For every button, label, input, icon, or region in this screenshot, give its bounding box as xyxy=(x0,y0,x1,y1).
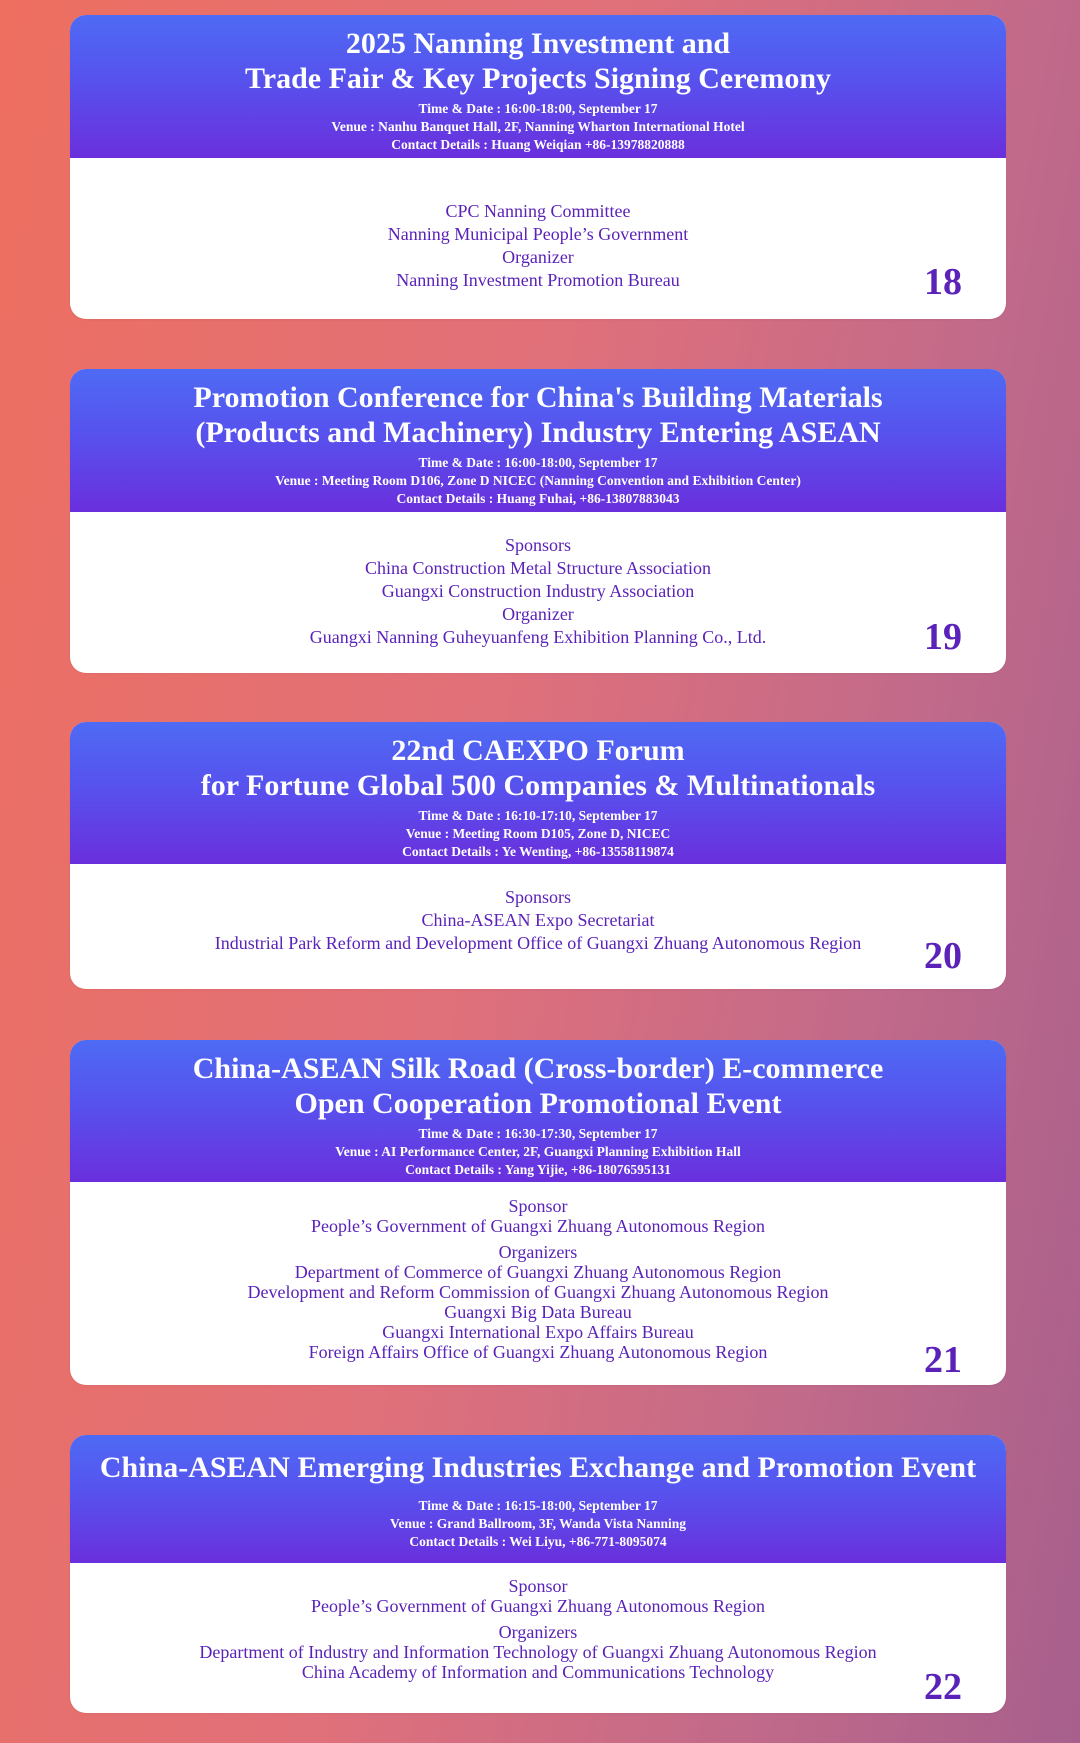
organizer-line: Nanning Investment Promotion Bureau xyxy=(396,270,680,290)
event-header xyxy=(70,1040,1006,1182)
event-contact: Contact Details : Huang Weiqian +86-13978820888 xyxy=(391,137,685,152)
sponsor-line: People’s Government of Guangxi Zhuang Autonomous Region xyxy=(311,1596,765,1616)
event-title: 22nd CAEXPO Forum xyxy=(391,734,685,767)
event-card-21 xyxy=(70,1040,1006,1385)
organizer-line: Nanning Municipal People’s Government xyxy=(387,224,689,244)
event-title: China-ASEAN Emerging Industries Exchange and Promotion Event xyxy=(99,1451,977,1484)
organizer-line: Guangxi Big Data Bureau xyxy=(444,1302,632,1322)
event-organizers xyxy=(70,1196,1006,1362)
event-card-22 xyxy=(70,1435,1006,1713)
event-title: Trade Fair & Key Projects Signing Ceremony xyxy=(244,62,832,95)
organizer-line: CPC Nanning Committee xyxy=(445,201,631,221)
event-number: 18 xyxy=(924,261,962,303)
event-title: 2025 Nanning Investment and xyxy=(345,27,731,60)
event-venue: Venue : Nanhu Banquet Hall, 2F, Nanning Wharton International Hotel xyxy=(331,119,745,134)
sponsor-line: Industrial Park Reform and Development Office of Guangxi Zhuang Autonomous Region xyxy=(214,933,862,953)
event-venue: Venue : AI Performance Center, 2F, Guangxi Planning Exhibition Hall xyxy=(335,1144,741,1159)
event-card-20 xyxy=(70,722,1006,989)
organizer-heading: Organizers xyxy=(498,1242,578,1262)
event-time-date: Time & Date : 16:00-18:00, September 17 xyxy=(418,101,658,116)
event-card-19 xyxy=(70,369,1006,673)
event-time-date: Time & Date : 16:30-17:30, September 17 xyxy=(418,1126,658,1141)
event-venue: Venue : Grand Ballroom, 3F, Wanda Vista Nanning xyxy=(390,1516,686,1531)
event-header xyxy=(70,1435,1006,1563)
event-venue: Venue : Meeting Room D105, Zone D, NICEC xyxy=(405,826,671,841)
sponsor-line: China Construction Metal Structure Association xyxy=(365,558,711,578)
event-time-date: Time & Date : 16:00-18:00, September 17 xyxy=(418,455,658,470)
organizer-line: Foreign Affairs Office of Guangxi Zhuang Autonomous Region xyxy=(308,1342,768,1362)
event-organizers xyxy=(70,886,1006,955)
event-header xyxy=(70,722,1006,864)
event-number: 19 xyxy=(924,616,962,658)
event-number: 22 xyxy=(924,1666,962,1708)
event-card-18 xyxy=(70,15,1006,319)
organizer-line: Development and Reform Commission of Guangxi Zhuang Autonomous Region xyxy=(247,1282,829,1302)
event-contact: Contact Details : Huang Fuhai, +86-13807883043 xyxy=(396,491,680,506)
organizer-line: Guangxi Nanning Guheyuanfeng Exhibition Planning Co., Ltd. xyxy=(309,627,767,647)
event-organizers xyxy=(70,1576,1006,1682)
event-header xyxy=(70,15,1006,158)
event-time-date: Time & Date : 16:15-18:00, September 17 xyxy=(418,1498,658,1513)
sponsor-line: People’s Government of Guangxi Zhuang Autonomous Region xyxy=(311,1216,765,1236)
event-title: (Products and Machinery) Industry Entering ASEAN xyxy=(195,416,881,449)
event-title: for Fortune Global 500 Companies & Multinationals xyxy=(200,769,876,802)
sponsor-heading: Sponsor xyxy=(508,1576,568,1596)
sponsor-heading: Sponsors xyxy=(504,887,571,907)
event-organizers xyxy=(70,200,1006,292)
sponsor-line: China-ASEAN Expo Secretariat xyxy=(421,910,655,930)
organizer-line: China Academy of Information and Communications Technology xyxy=(301,1662,775,1682)
sponsor-line: Guangxi Construction Industry Association xyxy=(381,581,695,601)
sponsor-heading: Sponsors xyxy=(504,535,571,555)
organizer-heading: Organizers xyxy=(498,1622,578,1642)
event-contact: Contact Details : Ye Wenting, +86-13558119874 xyxy=(402,844,674,859)
event-title: Open Cooperation Promotional Event xyxy=(294,1087,782,1120)
organizer-line: Department of Industry and Information Technology of Guangxi Zhuang Autonomous Region xyxy=(199,1642,877,1662)
event-venue: Venue : Meeting Room D106, Zone D NICEC (Nanning Convention and Exhibition Center) xyxy=(275,473,801,488)
event-time-date: Time & Date : 16:10-17:10, September 17 xyxy=(418,808,658,823)
event-title: Promotion Conference for China's Building Materials xyxy=(193,381,883,414)
organizer-line: Guangxi International Expo Affairs Bureau xyxy=(382,1322,694,1342)
event-header xyxy=(70,369,1006,512)
event-title: China-ASEAN Silk Road (Cross-border) E-commerce xyxy=(192,1052,884,1085)
event-contact: Contact Details : Yang Yijie, +86-18076595131 xyxy=(405,1162,671,1177)
organizer-heading: Organizer xyxy=(502,604,574,624)
event-organizers xyxy=(70,534,1006,649)
organizer-line: Department of Commerce of Guangxi Zhuang Autonomous Region xyxy=(294,1262,782,1282)
sponsor-heading: Sponsor xyxy=(508,1196,568,1216)
event-contact: Contact Details : Wei Liyu, +86-771-8095074 xyxy=(409,1534,667,1549)
organizer-heading: Organizer xyxy=(502,247,574,267)
event-number: 21 xyxy=(924,1339,962,1381)
event-number: 20 xyxy=(924,935,962,977)
